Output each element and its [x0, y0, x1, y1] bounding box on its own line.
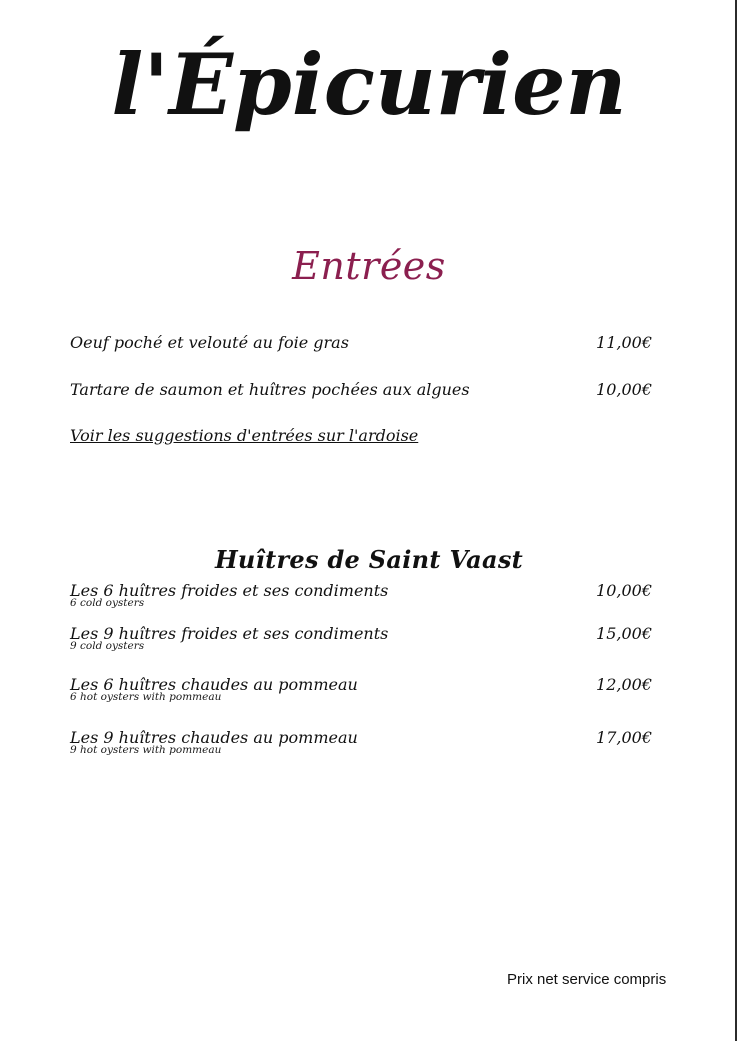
logo-wordmark [111, 18, 627, 158]
menu-item-label: Les 9 huîtres chaudes au pommeau [70, 728, 358, 747]
menu-item-huitres-1 [70, 581, 652, 611]
menu-item-label: Les 6 huîtres chaudes au pommeau [70, 675, 358, 694]
logo-text: l'Épicurien [111, 35, 627, 134]
menu-item-label: Les 9 huîtres froides et ses condiments [70, 624, 389, 643]
menu-item-price: 17,00€ [596, 728, 652, 747]
menu-item-price: 11,00€ [596, 333, 652, 352]
menu-item-huitres-4 [70, 728, 652, 758]
menu-item-entree-2 [70, 380, 652, 410]
menu-item-price: 10,00€ [596, 380, 652, 399]
footer-price-note: Prix net service compris [507, 971, 667, 988]
menu-item-price: 10,00€ [596, 581, 652, 600]
menu-item-entree-1 [70, 333, 652, 363]
section-title-entrees: Entrées [292, 244, 446, 288]
menu-item-label: Tartare de saumon et huîtres pochées aux algues [70, 380, 470, 399]
menu-item-huitres-3 [70, 675, 652, 705]
menu-item-translation: 6 cold oysters [70, 597, 145, 609]
entrees-suggestion-link[interactable]: Voir les suggestions d'entrées sur l'ardoise [70, 426, 419, 445]
menu-item-price: 15,00€ [596, 624, 652, 643]
menu-item-price: 12,00€ [596, 675, 652, 694]
menu-item-label: Les 6 huîtres froides et ses condiments [70, 581, 389, 600]
menu-item-translation: 9 hot oysters with pommeau [70, 744, 222, 756]
menu-item-translation: 6 hot oysters with pommeau [70, 691, 222, 703]
restaurant-logo [0, 18, 738, 158]
menu-item-translation: 9 cold oysters [70, 640, 145, 652]
section-title-huitres: Huîtres de Saint Vaast [214, 545, 524, 574]
menu-item-huitres-2 [70, 624, 652, 654]
menu-item-label: Oeuf poché et velouté au foie gras [70, 333, 349, 352]
